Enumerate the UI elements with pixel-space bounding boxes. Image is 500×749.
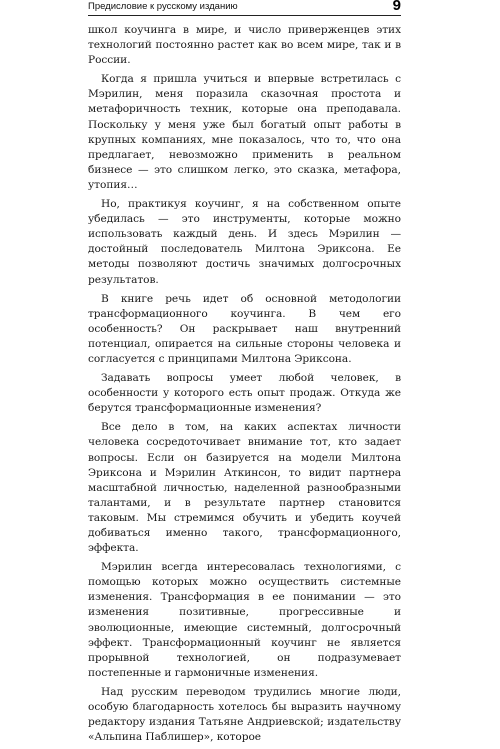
paragraph: Задавать вопросы умеет любой человек, в особенности у которого есть опыт продаж. Откуда же берутся трансформационные изменения? — [88, 372, 401, 415]
paragraph: школ коучинга в мире, и число приверженцев этих технологий постоянно растет как во всем мире, так и в России. — [88, 24, 401, 67]
page-number: 9 — [392, 0, 401, 14]
running-head: Предисловие к русскому изданию — [88, 1, 238, 12]
paragraph: Над русским переводом трудились многие люди, особую благодарность хотелось бы выразить научному редактору издания Татьяне Андриевской; издательству «Альпина Паблишер», которое — [88, 685, 401, 744]
paragraph: Все дело в том, на каких аспектах личности человека сосредоточивает внимание тот, кто задает вопросы. Если он базируется на модели Милтона Эриксона и Мэрилин Аткинсон, то видит партнера масштабной личностью, наделенной разнообразными талантами, и в результате партнер становится таковым. Мы стремимся обучить и убедить коучей добиваться именно такого, трансформационного, эффекта. — [88, 421, 401, 555]
paragraph: Когда я пришла учиться и впервые встретилась с Мэрилин, меня поразила сказочная простота и метафоричность техник, которые она преподавала. Поскольку у меня уже был богатый опыт работы в крупных компаниях, мне показалось, что то, что она предлагает, невозможно применить в реальном бизнесе — это слишком легко, это сказка, метафора, утопия… — [88, 73, 401, 191]
page-body — [88, 23, 401, 749]
paragraph: Но, практикуя коучинг, я на собственном опыте убедилась — это инструменты, которые можно использовать каждый день. И здесь Мэрилин — достойный последователь Милтона Эриксона. Ее методы позволяют достичь значимых долгосрочных результатов. — [88, 198, 401, 286]
paragraph: В книге речь идет об основной методологии трансформационного коучинга. В чем его особенность? Он раскрывает наш внутренний потенциал, опирается на сильные стороны человека и согласуется с принципами Милтона Эриксона. — [88, 292, 401, 365]
page-header — [88, 0, 401, 16]
paragraph: Мэрилин всегда интересовалась технологиями, с помощью которых можно осуществить системные изменения. Трансформация в ее понимании — это изменения позитивные, прогрессивные и эволюционные, имеющие системный, долгосрочный эффект. Трансформационный коучинг не является прорывной технологией, он подразумевает постепенные и гармоничные изменения. — [88, 561, 401, 679]
